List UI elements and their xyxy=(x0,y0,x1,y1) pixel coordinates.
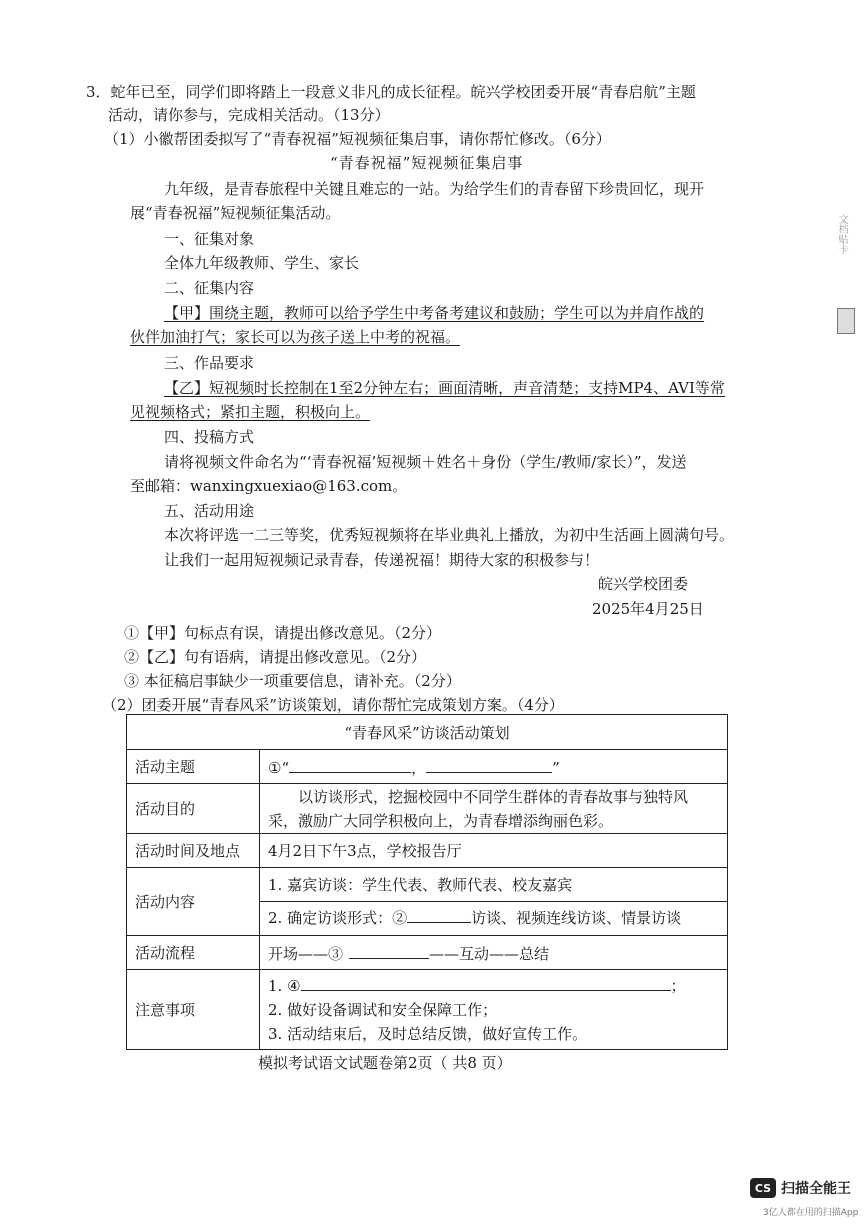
notice-section-4-line1: 请将视频文件命名为“‘青春祝福’短视频＋姓名＋身份（学生/教师/家长）”，发送 xyxy=(164,453,687,471)
part2-prompt: （2）团委开展“青春风采”访谈策划，请你帮忙完成策划方案。（4分） xyxy=(102,696,564,714)
content-item-1: 1. 嘉宾访谈：学生代表、教师代表、校友嘉宾 xyxy=(268,876,573,894)
question-intro-line1: 3．蛇年已至，同学们即将踏上一段意义非凡的成长征程。皖兴学校团委开展“青春启航”主题 xyxy=(86,83,696,101)
notice-yi-line2: 见视频格式；紧扣主题，积极向上。 xyxy=(130,403,371,421)
notice-title: “青春祝福”短视频征集启事 xyxy=(330,154,524,172)
table-row xyxy=(127,750,728,784)
flow-suffix: ——互动——总结 xyxy=(429,944,550,963)
flow-cell xyxy=(260,936,728,970)
note-item-2: 2. 做好设备调试和安全保障工作； xyxy=(268,1000,498,1019)
table-row xyxy=(127,936,728,970)
answer-blank-1b[interactable] xyxy=(426,756,552,773)
question-intro-line2: 活动，请你参与，完成相关活动。（13分） xyxy=(108,106,390,124)
notice-heading-1: 一、征集对象 xyxy=(164,230,255,248)
notice-signer: 皖兴学校团委 xyxy=(598,575,689,593)
notice-section-4-line2: 至邮箱：wanxingxuexiao@163.com。 xyxy=(130,477,408,495)
notice-heading-3: 三、作品要求 xyxy=(164,354,255,372)
notice-para1-line2: 展“青春祝福”短视频征集活动。 xyxy=(130,204,341,222)
flow-prefix: 开场——③ xyxy=(268,944,344,963)
scanner-watermark xyxy=(750,1178,851,1198)
watermark-name: 扫描全能王 xyxy=(781,1181,851,1197)
table-row xyxy=(127,784,728,834)
note-1-prefix: 1. ④ xyxy=(268,976,301,995)
camscanner-logo-icon: CS xyxy=(750,1178,776,1198)
notice-heading-2: 二、征集内容 xyxy=(164,279,255,297)
time-label: 活动时间及地点 xyxy=(127,834,260,868)
theme-mark: ①“ xyxy=(268,758,290,777)
page-footer: 模拟考试语文试题卷第2页（ 共8 页） xyxy=(258,1054,512,1072)
side-binding-mark: 文档贴卡 xyxy=(836,214,847,254)
side-tab-mark xyxy=(837,308,855,334)
answer-blank-1a[interactable] xyxy=(289,756,411,773)
table-row xyxy=(127,970,728,1050)
purpose-line1: 以访谈形式，挖掘校园中不同学生群体的青春故事与独特风 xyxy=(298,787,689,806)
notes-cell xyxy=(260,970,728,1050)
note-item-1 xyxy=(268,974,719,998)
content-item-2 xyxy=(268,902,719,934)
content-2-prefix: 2. 确定访谈形式：② xyxy=(268,909,408,927)
notice-date: 2025年4月25日 xyxy=(592,600,704,618)
theme-comma: ， xyxy=(411,758,427,777)
notice-jia-line2: 伙伴加油打气；家长可以为孩子送上中考的祝福。 xyxy=(130,328,461,346)
notice-closing: 让我们一起用短视频记录青春，传递祝福！期待大家的积极参与！ xyxy=(164,551,600,569)
plan-table-caption-row xyxy=(127,715,728,750)
content-label: 活动内容 xyxy=(127,868,260,936)
table-row xyxy=(127,868,728,936)
content-cell xyxy=(260,868,728,936)
answer-blank-3[interactable] xyxy=(349,942,429,959)
theme-close: ” xyxy=(552,758,560,777)
theme-label: 活动主题 xyxy=(127,750,260,784)
subquestion-2: ②【乙】句有语病，请提出修改意见。（2分） xyxy=(124,648,427,666)
time-value: 4月2日下午3点，学校报告厅 xyxy=(260,834,728,868)
flow-label: 活动流程 xyxy=(127,936,260,970)
part1-prompt: （1）小徽帮团委拟写了“青春祝福”短视频征集启事，请你帮忙修改。（6分） xyxy=(104,130,611,148)
subquestion-3: ③ 本征稿启事缺少一项重要信息，请补充。（2分） xyxy=(124,672,461,690)
content-2-suffix: 访谈、视频连线访谈、情景访谈 xyxy=(471,909,682,927)
note-1-suffix: ； xyxy=(670,976,686,995)
plan-table xyxy=(126,714,728,1050)
notice-section-1: 全体九年级教师、学生、家长 xyxy=(164,254,360,272)
notice-jia-line1: 【甲】围绕主题，教师可以给予学生中考备考建议和鼓励；学生可以为并肩作战的 xyxy=(164,304,705,322)
notice-heading-5: 五、活动用途 xyxy=(164,502,255,520)
note-item-3: 3. 活动结束后，及时总结反馈，做好宣传工作。 xyxy=(268,1024,588,1043)
purpose-cell xyxy=(260,784,728,834)
purpose-line2: 采，激励广大同学积极向上，为青春增添绚丽色彩。 xyxy=(268,811,614,830)
notice-heading-4: 四、投稿方式 xyxy=(164,428,255,446)
answer-blank-2[interactable] xyxy=(407,906,471,923)
answer-blank-4[interactable] xyxy=(301,974,671,991)
watermark-subtitle: 3亿人都在用的扫描App xyxy=(763,1208,859,1218)
theme-cell xyxy=(260,750,728,784)
notes-label: 注意事项 xyxy=(127,970,260,1050)
plan-table-caption: “青春风采”访谈活动策划 xyxy=(127,715,728,750)
subquestion-1: ①【甲】句标点有误，请提出修改意见。（2分） xyxy=(124,624,442,642)
notice-yi-line1: 【乙】短视频时长控制在1至2分钟左右；画面清晰，声音清楚；支持MP4、AVI等常 xyxy=(164,379,725,397)
table-row xyxy=(127,834,728,868)
notice-section-5: 本次将评选一二三等奖，优秀短视频将在毕业典礼上播放，为初中生活画上圆满句号。 xyxy=(164,526,735,544)
notice-para1-line1: 九年级，是青春旅程中关键且难忘的一站。为给学生们的青春留下珍贵回忆，现开 xyxy=(164,180,705,198)
purpose-label: 活动目的 xyxy=(127,784,260,834)
